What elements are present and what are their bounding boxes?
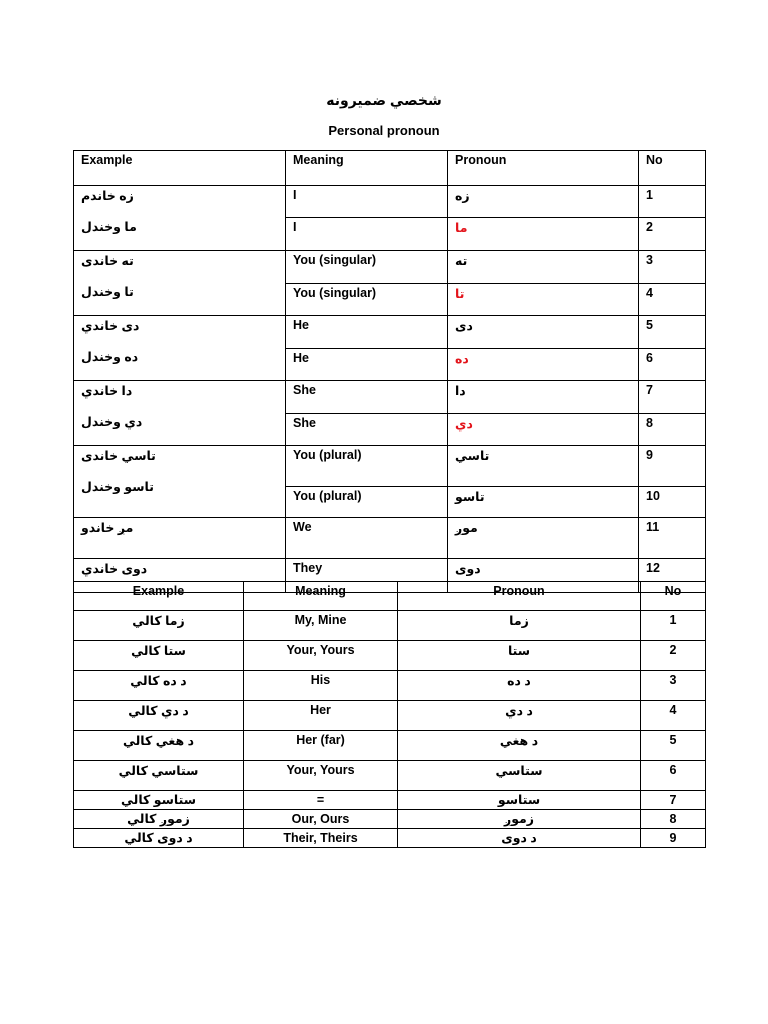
example-text: زه خاندم xyxy=(81,189,134,203)
page-title-english: Personal pronoun xyxy=(328,123,440,138)
pronoun-cell: موږ xyxy=(448,518,639,559)
column-header-meaning: Meaning xyxy=(286,151,448,186)
meaning-cell: We xyxy=(286,518,448,559)
number-cell: 1 xyxy=(641,611,706,641)
pronoun-cell: تا xyxy=(448,283,639,316)
table-row xyxy=(74,671,706,701)
column-header-pronoun: Pronoun xyxy=(448,151,639,186)
number-cell: 4 xyxy=(639,283,706,316)
number-cell: 2 xyxy=(641,641,706,671)
table-row xyxy=(74,186,706,218)
table-row xyxy=(74,701,706,731)
example-text: تا وخندل xyxy=(81,285,134,299)
column-header-no: No xyxy=(641,582,706,611)
number-cell: 11 xyxy=(639,518,706,559)
meaning-cell: She xyxy=(286,413,448,446)
example-text: ما وخندل xyxy=(81,220,137,234)
number-cell: 8 xyxy=(639,413,706,446)
number-cell: 5 xyxy=(641,731,706,761)
example-cell: ستاسي کالي xyxy=(74,761,244,791)
table-row xyxy=(74,381,706,414)
table-row xyxy=(74,446,706,487)
example-text: دي وخندل xyxy=(81,415,143,429)
pronoun-cell: تاسو xyxy=(448,487,639,518)
pronoun-cell: ته xyxy=(448,251,639,284)
meaning-cell: Your, Yours xyxy=(244,641,398,671)
meaning-cell: Your, Yours xyxy=(244,761,398,791)
number-cell: 6 xyxy=(641,761,706,791)
example-text: مږ خاندو xyxy=(81,521,134,535)
number-cell: 5 xyxy=(639,316,706,349)
meaning-cell: Her xyxy=(244,701,398,731)
example-cell xyxy=(74,316,286,381)
pronoun-cell: دي xyxy=(448,413,639,446)
meaning-cell: Our, Ours xyxy=(244,810,398,829)
table-row xyxy=(74,316,706,349)
meaning-cell: You (singular) xyxy=(286,283,448,316)
example-cell xyxy=(74,251,286,316)
personal-pronoun-table xyxy=(73,150,706,593)
table-row xyxy=(74,611,706,641)
table-row xyxy=(74,518,706,559)
number-cell: 3 xyxy=(639,251,706,284)
example-cell: زما کالي xyxy=(74,611,244,641)
example-cell: د هغي کالي xyxy=(74,731,244,761)
pronoun-cell: د دوی xyxy=(398,829,641,848)
pronoun-cell: زما xyxy=(398,611,641,641)
column-header-example: Example xyxy=(74,151,286,186)
meaning-cell: You (plural) xyxy=(286,487,448,518)
example-cell xyxy=(74,518,286,559)
page-title-pashto: شخصي ضميرونه xyxy=(326,92,442,108)
column-header-meaning: Meaning xyxy=(244,582,398,611)
example-cell: زموږ کالي xyxy=(74,810,244,829)
example-text: دوی خاندي xyxy=(81,562,148,576)
table-row xyxy=(74,731,706,761)
number-cell: 4 xyxy=(641,701,706,731)
table-row xyxy=(74,641,706,671)
example-text: تاسو وخندل xyxy=(81,480,154,494)
example-cell: د ده کالي xyxy=(74,671,244,701)
meaning-cell: You (singular) xyxy=(286,251,448,284)
example-cell: ستا کالي xyxy=(74,641,244,671)
example-text: ده وخندل xyxy=(81,350,139,364)
pronoun-cell: دی xyxy=(448,316,639,349)
example-cell xyxy=(74,446,286,518)
pronoun-cell: تاسي xyxy=(448,446,639,487)
meaning-cell: She xyxy=(286,381,448,414)
table-row xyxy=(74,810,706,829)
table-row xyxy=(74,829,706,848)
table-header-row xyxy=(74,151,706,186)
pronoun-cell: ستاسو xyxy=(398,791,641,810)
number-cell: 10 xyxy=(639,487,706,518)
example-text: دا خاندي xyxy=(81,384,133,398)
meaning-cell: He xyxy=(286,316,448,349)
pronoun-cell: ستاسي xyxy=(398,761,641,791)
meaning-cell: I xyxy=(286,186,448,218)
pronoun-cell: ستا xyxy=(398,641,641,671)
table-row xyxy=(74,761,706,791)
number-cell: 2 xyxy=(639,217,706,250)
example-cell: د دوی کالي xyxy=(74,829,244,848)
meaning-cell: Her (far) xyxy=(244,731,398,761)
number-cell: 3 xyxy=(641,671,706,701)
column-header-pronoun: Pronoun xyxy=(398,582,641,611)
number-cell: 9 xyxy=(641,829,706,848)
meaning-cell: I xyxy=(286,217,448,250)
possessive-pronoun-table xyxy=(73,581,706,848)
example-cell: ستاسو کالي xyxy=(74,791,244,810)
number-cell: 7 xyxy=(639,381,706,414)
number-cell: 12 xyxy=(639,559,706,593)
pronoun-cell: زموږ xyxy=(398,810,641,829)
example-cell xyxy=(74,381,286,446)
example-cell xyxy=(74,186,286,251)
column-header-no: No xyxy=(639,151,706,186)
example-cell: د دي کالي xyxy=(74,701,244,731)
number-cell: 6 xyxy=(639,348,706,381)
meaning-cell: You (plural) xyxy=(286,446,448,487)
table-row xyxy=(74,791,706,810)
meaning-cell: Their, Theirs xyxy=(244,829,398,848)
meaning-cell: His xyxy=(244,671,398,701)
meaning-cell: My, Mine xyxy=(244,611,398,641)
pronoun-cell: د هغي xyxy=(398,731,641,761)
pronoun-cell: زه xyxy=(448,186,639,218)
table-row xyxy=(74,251,706,284)
pronoun-cell: دا xyxy=(448,381,639,414)
pronoun-cell: د ده xyxy=(398,671,641,701)
pronoun-cell: ده xyxy=(448,348,639,381)
number-cell: 9 xyxy=(639,446,706,487)
meaning-cell: = xyxy=(244,791,398,810)
table-header-row xyxy=(74,582,706,611)
column-header-example: Example xyxy=(74,582,244,611)
meaning-cell: He xyxy=(286,348,448,381)
number-cell: 1 xyxy=(639,186,706,218)
pronoun-cell: د دي xyxy=(398,701,641,731)
example-text: ته خاندی xyxy=(81,254,134,268)
example-text: دی خاندي xyxy=(81,319,140,333)
pronoun-cell: دوی xyxy=(448,559,639,593)
pronoun-cell: ما xyxy=(448,217,639,250)
example-text: تاسي خاندی xyxy=(81,449,156,463)
number-cell: 7 xyxy=(641,791,706,810)
number-cell: 8 xyxy=(641,810,706,829)
meaning-cell: They xyxy=(286,559,448,593)
